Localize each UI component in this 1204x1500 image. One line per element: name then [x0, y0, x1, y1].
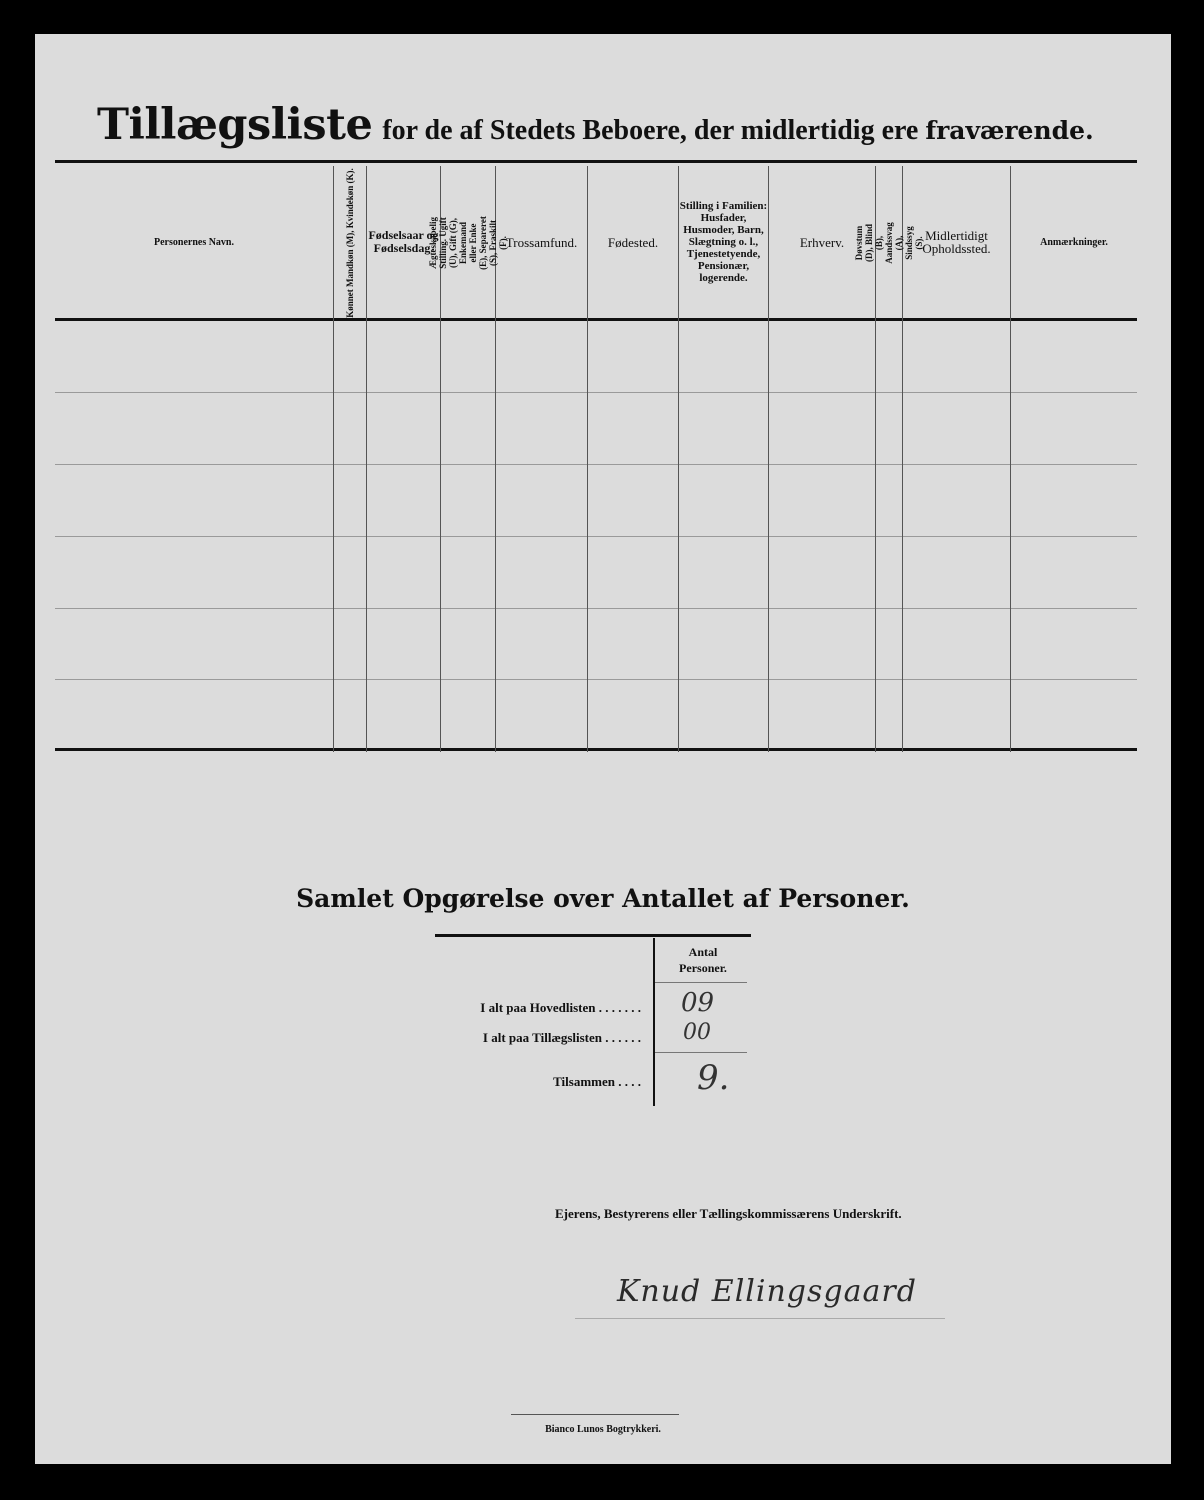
signature-line — [575, 1318, 945, 1319]
table-header-rule — [55, 318, 1137, 321]
signature-label: Ejerens, Bestyrerens eller Tællingskommissærens Underskrift. — [555, 1206, 902, 1221]
table-row-rule — [55, 679, 1137, 680]
col-header-temporary-residence: Midlertidigt Opholdssted. — [922, 228, 991, 256]
col-header-marital: Ægteskabelig Stilling. Ugift (U), Gift (G), Enkemand eller Enke (E), Separeret (S), Fraskilt (F). — [428, 216, 508, 270]
summary-label-total: Tilsammen . . . . — [553, 1074, 641, 1089]
census-form-sheet — [35, 34, 1171, 1464]
col-header-remarks: Anmærkninger. — [1040, 236, 1108, 248]
summary-title: Samlet Opgørelse over Antallet af Personer. — [296, 884, 910, 913]
col-header-birthplace: Fødested. — [607, 234, 659, 250]
form-title-main: Tillægsliste — [97, 100, 373, 150]
col-header-religion: Trossamfund. — [505, 234, 578, 250]
table-top-rule — [55, 160, 1137, 163]
col-header-family-position: Stilling i Familien: Husfader, Husmoder, Barn, Slægtning o. l., Tjenestetyende, Pensionær, logerende. — [679, 200, 768, 284]
summary-label-main-list: I alt paa Hovedlisten . . . . . . . — [480, 1000, 641, 1015]
summary-col-header: Antal Personer. — [679, 945, 727, 975]
table-row-rule — [55, 392, 1137, 393]
col-header-disability: Døvstum (D), Blind (B), Aandssvag (A), Sindssyg (S). — [854, 222, 925, 264]
table-bottom-rule — [55, 748, 1137, 751]
summary-value-total: 9. — [697, 1058, 730, 1098]
table-row-rule — [55, 608, 1137, 609]
table-row-rule — [55, 536, 1137, 537]
printer-imprint: Bianco Lunos Bogtrykkeri. — [545, 1424, 661, 1435]
form-title-subtitle: for de af Stedets Beboere, der midlertidig ere fraværende. — [382, 115, 1094, 146]
summary-value-supplement-list: 00 — [683, 1020, 711, 1045]
printer-rule — [511, 1414, 679, 1415]
summary-value-main-list: 09 — [681, 988, 715, 1018]
col-header-name: Personernes Navn. — [154, 236, 234, 248]
col-header-birth: Fødselsaar og Fødselsdag. — [368, 228, 439, 255]
col-header-occupation: Erhverv. — [799, 234, 845, 250]
summary-table — [435, 934, 751, 1106]
table-row-rule — [55, 464, 1137, 465]
col-header-sex: Kønnet Mandkøn (M), Kvindekøn (K). — [345, 168, 355, 318]
persons-table — [55, 158, 1137, 752]
form-title — [97, 100, 1147, 150]
form-title-emphasis: fraværende. — [925, 116, 1094, 145]
summary-rule — [655, 982, 747, 983]
summary-label-supplement-list: I alt paa Tillægslisten . . . . . . — [482, 1030, 641, 1045]
summary-rule — [655, 1052, 747, 1053]
handwritten-signature: Knud Ellingsgaard — [617, 1274, 917, 1309]
summary-top-rule — [435, 934, 751, 937]
